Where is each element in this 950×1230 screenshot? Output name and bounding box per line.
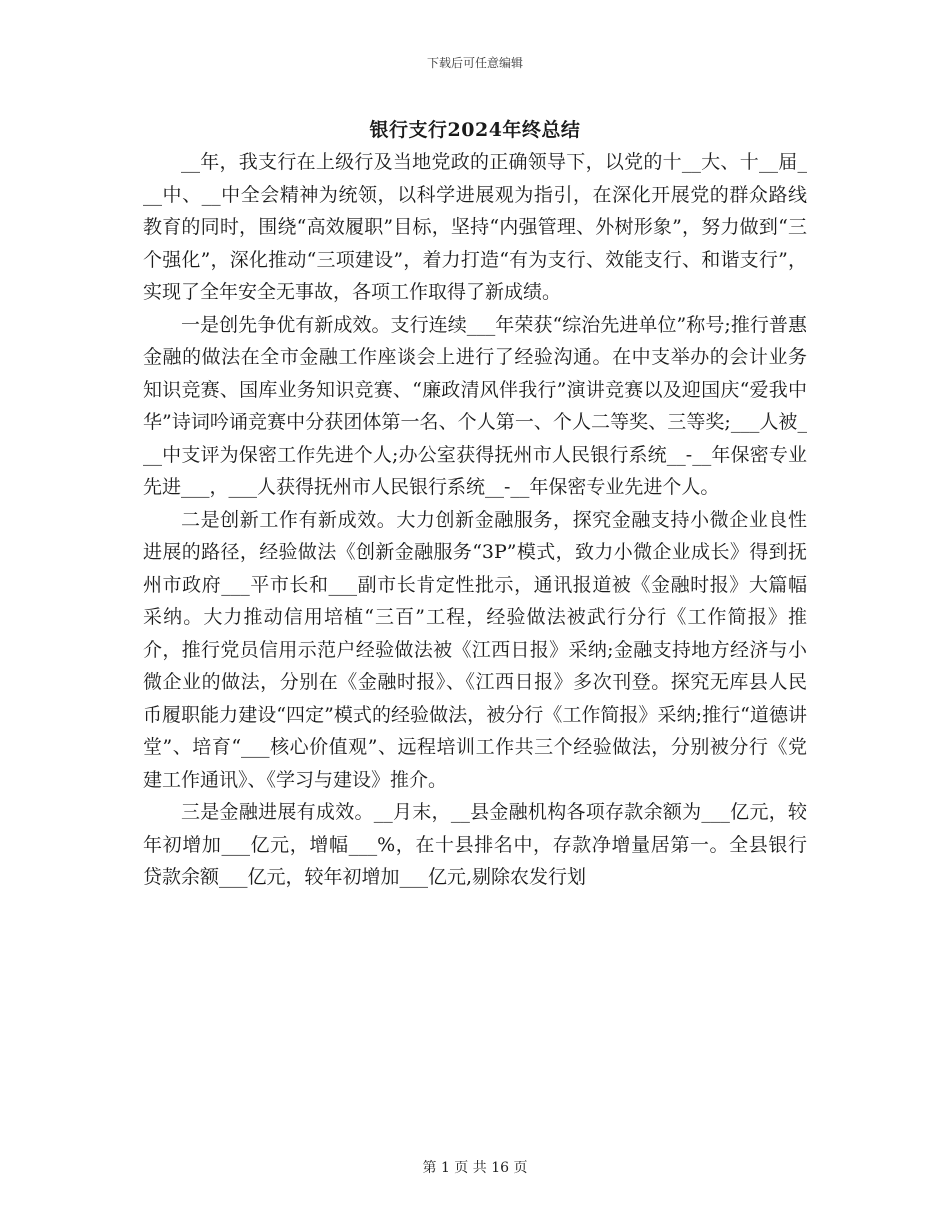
- document-body: [143, 146, 807, 894]
- page-header-note: 下载后可任意编辑: [426, 56, 523, 70]
- page-number-footer: 第 1 页 共 16 页: [422, 1160, 528, 1176]
- paragraph-intro: __年，我支行在上级行及当地党政的正确领导下，以党的十__大、十__届___中、__中全会精神为统领，以科学进展观为指引，在深化开展党的群众路线教育的同时，围绕“高效履职”目标，坚持“内强管理、外树形象”，努力做到“三个强化”，深化推动“三项建设”，着力打造“有为支行、效能支行、和谐支行”，实现了全年安全无事故，各项工作取得了新成绩。: [143, 151, 807, 303]
- paragraph-one: 一是创先争优有新成效。支行连续___年荣获“综治先进单位”称号;推行普惠金融的做法在全市金融工作座谈会上进行了经验沟通。在中支举办的会计业务知识竞赛、国库业务知识竞赛、“廉政清风伴我行”演讲竞赛以及迎国庆“爱我中华”诗词吟诵竞赛中分获团体第一名、个人第一、个人二等奖、三等奖;___人被___中支评为保密工作先进个人;办公室获得抚州市人民银行系统__-__年保密专业先进___，___人获得抚州市人民银行系统__-__年保密专业先进个人。: [143, 313, 807, 498]
- document-title: 银行支行2024年终总结: [369, 119, 581, 141]
- paragraph-three: 三是金融进展有成效。__月末，__县金融机构各项存款余额为___亿元，较年初增加___亿元，增幅___%，在十县排名中，存款净增量居第一。全县银行贷款余额___亿元，较年初增加___亿元,剔除农发行划: [143, 801, 807, 888]
- paragraph-two: 二是创新工作有新成效。大力创新金融服务，探究金融支持小微企业良性进展的路径，经验做法《创新金融服务“3P”模式，致力小微企业成长》得到抚州市政府___平市长和___副市长肯定性批示，通讯报道被《金融时报》大篇幅采纳。大力推动信用培植“三百”工程，经验做法被武行分行《工作简报》推介，推行党员信用示范户经验做法被《江西日报》采纳;金融支持地方经济与小微企业的做法，分别在《金融时报》、《江西日报》多次刊登。探究无库县人民币履职能力建设“四定”模式的经验做法，被分行《工作简报》采纳;推行“道德讲堂”、培育“___核心价值观”、远程培训工作共三个经验做法，分别被分行《党建工作通讯》、《学习与建设》推介。: [143, 508, 807, 791]
